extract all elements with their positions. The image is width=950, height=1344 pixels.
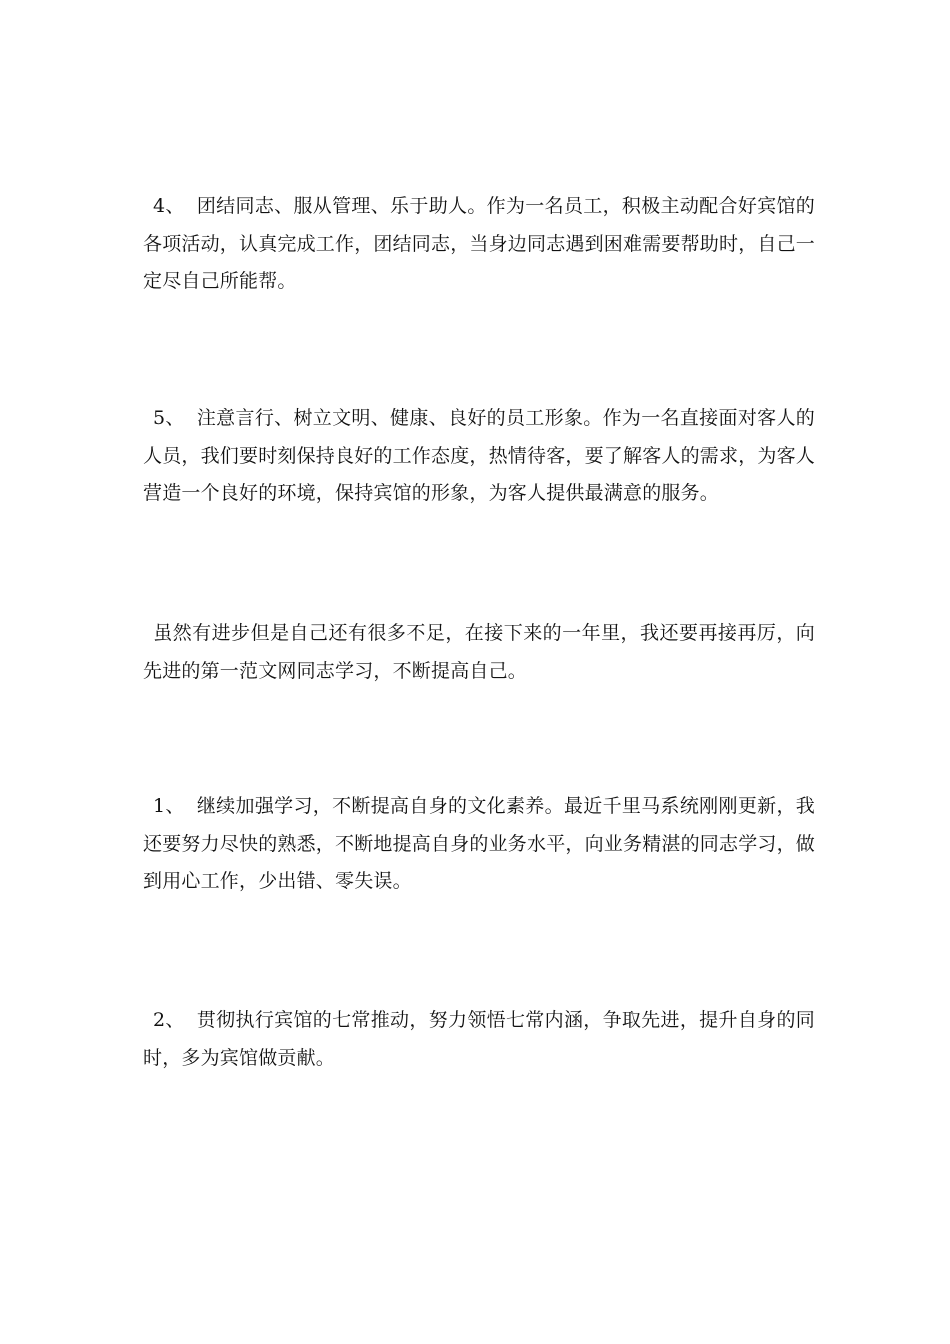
item-number: 1、 xyxy=(153,795,185,817)
paragraph-text: 继续加强学习，不断提高自身的文化素养。最近千里马系统刚刚更新，我还要努力尽快的熟悉，不断地提高自身的业务水平，向业务精湛的同志学习，做到用心工作，少出错、零失误。 xyxy=(143,795,816,892)
paragraph-text: 贯彻执行宾馆的七常推动，努力领悟七常内涵，争取先进，提升自身的同时，多为宾馆做贡献。 xyxy=(143,1009,815,1069)
paragraph-item-2 xyxy=(143,1002,815,1077)
item-number: 2、 xyxy=(153,1009,185,1031)
item-number: 4、 xyxy=(153,195,185,217)
paragraph-item-1 xyxy=(143,788,815,901)
paragraph-text: 注意言行、树立文明、健康、良好的员工形象。作为一名直接面对客人的人员，我们要时刻保持良好的工作态度，热情待客，要了解客人的需求，为客人营造一个良好的环境，保持宾馆的形象，为客人提供最满意的服务。 xyxy=(143,407,816,504)
paragraph-item-5 xyxy=(143,400,815,513)
paragraph-item-4 xyxy=(143,188,815,301)
paragraph-text: 团结同志、服从管理、乐于助人。作为一名员工，积极主动配合好宾馆的各项活动，认真完成工作，团结同志，当身边同志遇到困难需要帮助时，自己一定尽自己所能帮。 xyxy=(143,195,816,292)
paragraph-summary xyxy=(143,615,815,690)
item-number: 5、 xyxy=(153,407,185,429)
paragraph-text: 虽然有进步但是自己还有很多不足，在接下来的一年里，我还要再接再厉，向先进的第一范文网同志学习，不断提高自己。 xyxy=(143,622,815,682)
